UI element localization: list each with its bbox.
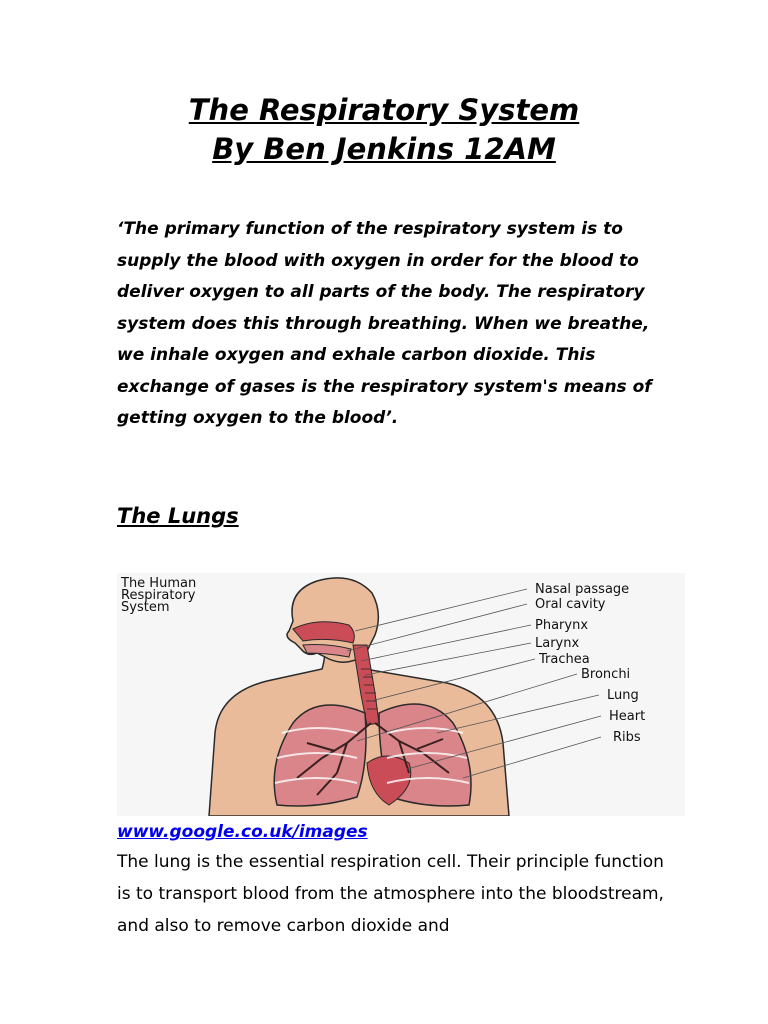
intro-quote: ‘The primary function of the respiratory system is to supply the blood with oxygen in order for the blood to deliver oxygen to all parts of the body. The respiratory system does this through breathing. When we breathe, we inhale oxygen and exhale carbon dioxide. This exchange of gases is the respiratory system's means of getting oxygen to the blood’. [117,219,652,428]
diagram-title-line-3: System [121,600,170,615]
document-author-line: By Ben Jenkins 12AM [212,132,556,166]
respiratory-system-diagram [117,573,685,816]
image-source-link[interactable]: www.google.co.uk/images [117,822,368,842]
label-ribs: Ribs [613,730,641,745]
section-heading-lungs: The Lungs [117,504,239,528]
label-heart: Heart [609,709,646,724]
label-pharynx: Pharynx [535,618,589,633]
label-oral-cavity: Oral cavity [535,597,606,612]
label-nasal-passage: Nasal passage [535,582,630,597]
diagram-title-line-2: Respiratory [121,588,196,603]
diagram-title-line-1: The Human [121,576,197,591]
label-larynx: Larynx [535,636,580,651]
label-bronchi: Bronchi [581,667,631,682]
label-trachea: Trachea [539,652,590,667]
lungs-body-paragraph: The lung is the essential respiration cell. Their principle function is to transport blood from the atmosphere into the bloodstream, and also to remove carbon dioxide and [117,852,664,936]
nasal-passage-shape [293,622,354,643]
document-title: The Respiratory System [188,93,580,127]
label-lung: Lung [607,688,639,703]
